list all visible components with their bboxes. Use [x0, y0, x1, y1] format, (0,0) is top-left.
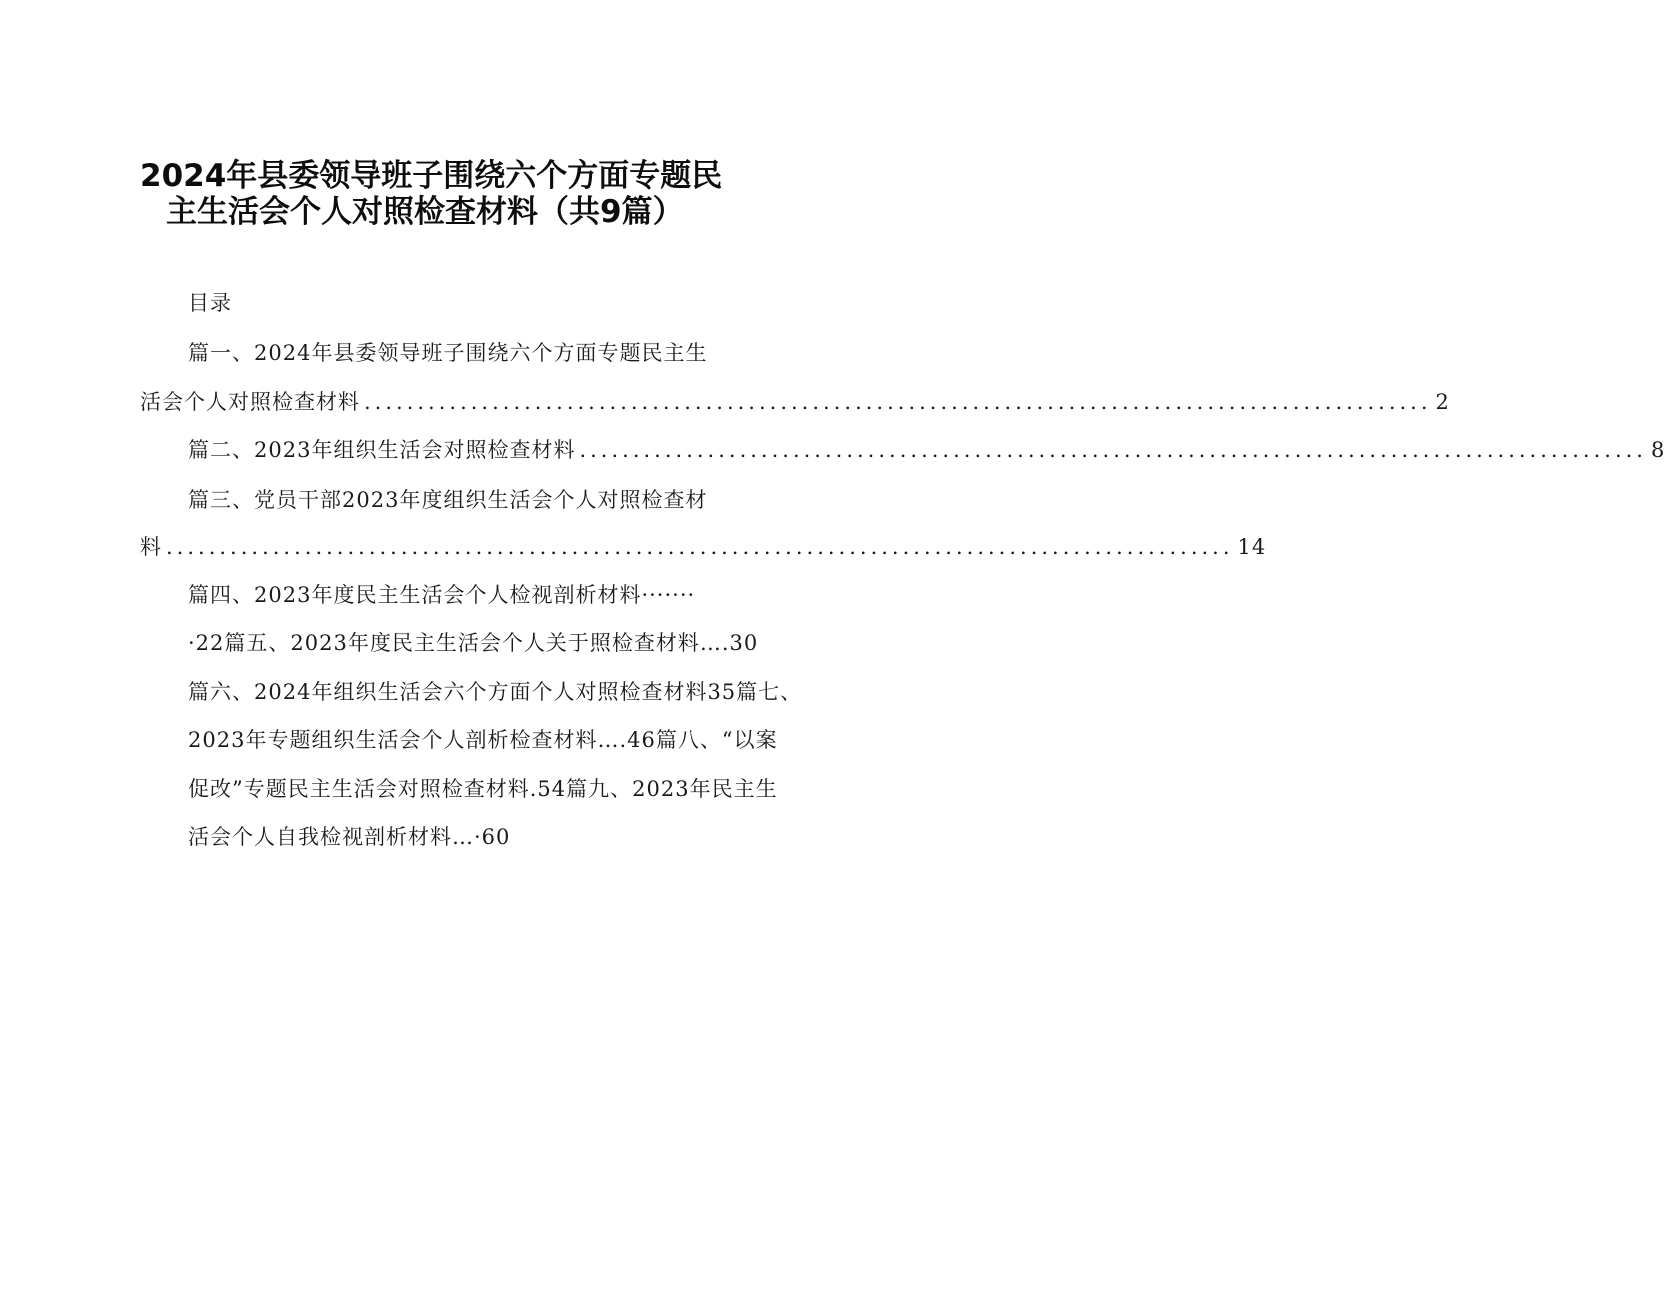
- toc-entry-text: 篇二、2023年组织生活会对照检查材料: [188, 438, 576, 462]
- toc-entry-text: 料: [140, 535, 162, 559]
- toc-entry-8-9: 促改”专题民主生活会对照检查材料.54篇九、2023年民主生: [188, 777, 778, 801]
- toc-entry-text: 活会个人对照检查材料: [140, 390, 360, 414]
- toc-page-number: 14: [1237, 535, 1267, 559]
- toc-dot-leader: ....................................................................................................: [579, 438, 1647, 462]
- toc-entry-9: 活会个人自我检视剖析材料…·60: [188, 825, 511, 849]
- toc-entry-1-line-2: [140, 386, 1450, 416]
- document-title-line-1: 2024年县委领导班子围绕六个方面专题民: [140, 158, 723, 194]
- toc-entry-6-7: 篇六、2024年组织生活会六个方面个人对照检查材料35篇七、: [188, 680, 803, 704]
- toc-page-number: 8: [1650, 438, 1665, 462]
- toc-dot-leader: ....................................................................................................: [364, 390, 1432, 414]
- toc-entry-2: [188, 434, 1665, 464]
- toc-heading: 目录: [188, 291, 232, 315]
- toc-entry-3-line-2: [140, 531, 1267, 561]
- toc-entry-1-line-1: 篇一、2024年县委领导班子围绕六个方面专题民主生: [188, 341, 708, 365]
- document-title-line-2: 主生活会个人对照检查材料（共9篇）: [166, 194, 684, 230]
- toc-page-number: 2: [1435, 390, 1450, 414]
- toc-entry-4-5: ·22篇五、2023年度民主生活会个人关于照检查材料….30: [188, 631, 759, 655]
- toc-entry-3-line-1: 篇三、党员干部2023年度组织生活会个人对照检查材: [188, 488, 708, 512]
- toc-entry-7-8: 2023年专题组织生活会个人剖析检查材料….46篇八、“以案: [188, 728, 778, 752]
- toc-dot-leader: ....................................................................................................: [166, 535, 1234, 559]
- toc-entry-4: 篇四、2023年度民主生活会个人检视剖析材料·······: [188, 583, 696, 607]
